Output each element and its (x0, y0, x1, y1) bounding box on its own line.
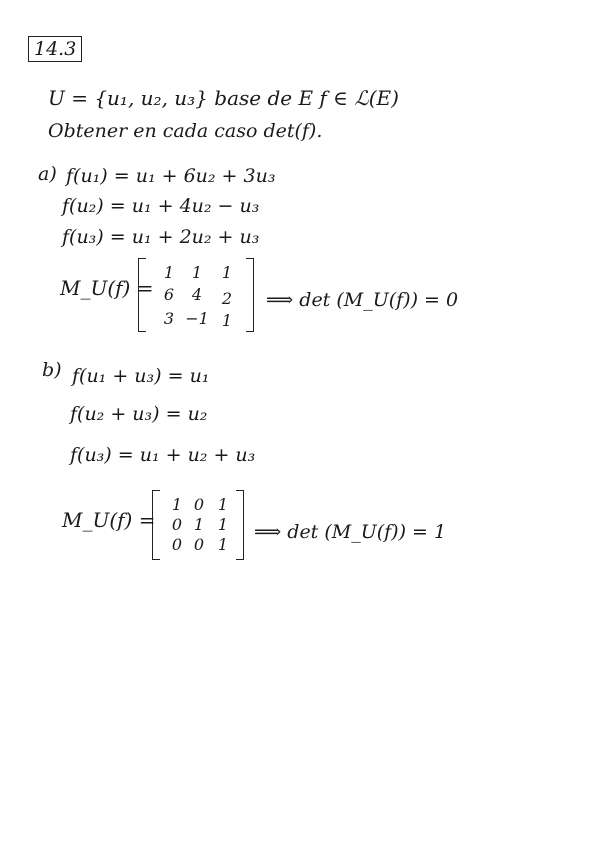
matrix-cell: 1 (217, 535, 229, 554)
part-a-result: ⟹ det (M_U(f)) = 0 (266, 289, 459, 311)
part-a-equation-2: f(u₂) = u₁ + 4u₂ − u₃ (62, 195, 260, 217)
part-b-matrix-lhs: M_U(f) = (62, 508, 156, 532)
matrix-cell: 1 (221, 263, 233, 282)
matrix-right-bracket (246, 258, 254, 332)
part-b-result: ⟹ det (M_U(f)) = 1 (254, 521, 447, 543)
matrix-cell: −1 (185, 309, 209, 328)
part-a-label: a) (38, 163, 57, 185)
problem-number (28, 36, 82, 62)
matrix-cell: 1 (193, 515, 205, 534)
matrix-left-bracket (138, 258, 146, 332)
part-b-equation-2: f(u₂ + u₃) = u₂ (70, 403, 208, 425)
matrix-cell: 0 (171, 535, 183, 554)
matrix-cell: 1 (191, 263, 203, 282)
matrix-cell: 1 (217, 495, 229, 514)
part-a-matrix-lhs: M_U(f) = (60, 276, 154, 300)
matrix-cell: 1 (163, 263, 175, 282)
matrix-cell: 2 (221, 289, 233, 308)
matrix-cell: 0 (193, 495, 205, 514)
problem-number-box: 14.3 (28, 36, 82, 62)
task-line: Obtener en cada caso det(f). (48, 120, 323, 142)
part-b-equation-1: f(u₁ + u₃) = u₁ (72, 365, 210, 387)
part-b-matrix (152, 490, 244, 560)
matrix-cell: 3 (163, 309, 175, 328)
matrix-cell: 4 (191, 285, 203, 304)
matrix-left-bracket (152, 490, 160, 560)
part-a-equation-1: f(u₁) = u₁ + 6u₂ + 3u₃ (66, 165, 276, 187)
matrix-cell: 1 (171, 495, 183, 514)
statement-line: U = {u₁, u₂, u₃} base de E f ∈ ℒ(E) (48, 86, 399, 110)
matrix-cell: 1 (221, 311, 233, 330)
part-b-equation-3: f(u₃) = u₁ + u₂ + u₃ (70, 444, 256, 466)
part-a-equation-3: f(u₃) = u₁ + 2u₂ + u₃ (62, 226, 260, 248)
part-a-matrix (138, 258, 254, 332)
matrix-cell: 0 (193, 535, 205, 554)
matrix-cell: 6 (163, 285, 175, 304)
part-b-label: b) (42, 359, 62, 381)
matrix-cell: 1 (217, 515, 229, 534)
matrix-cell: 0 (171, 515, 183, 534)
